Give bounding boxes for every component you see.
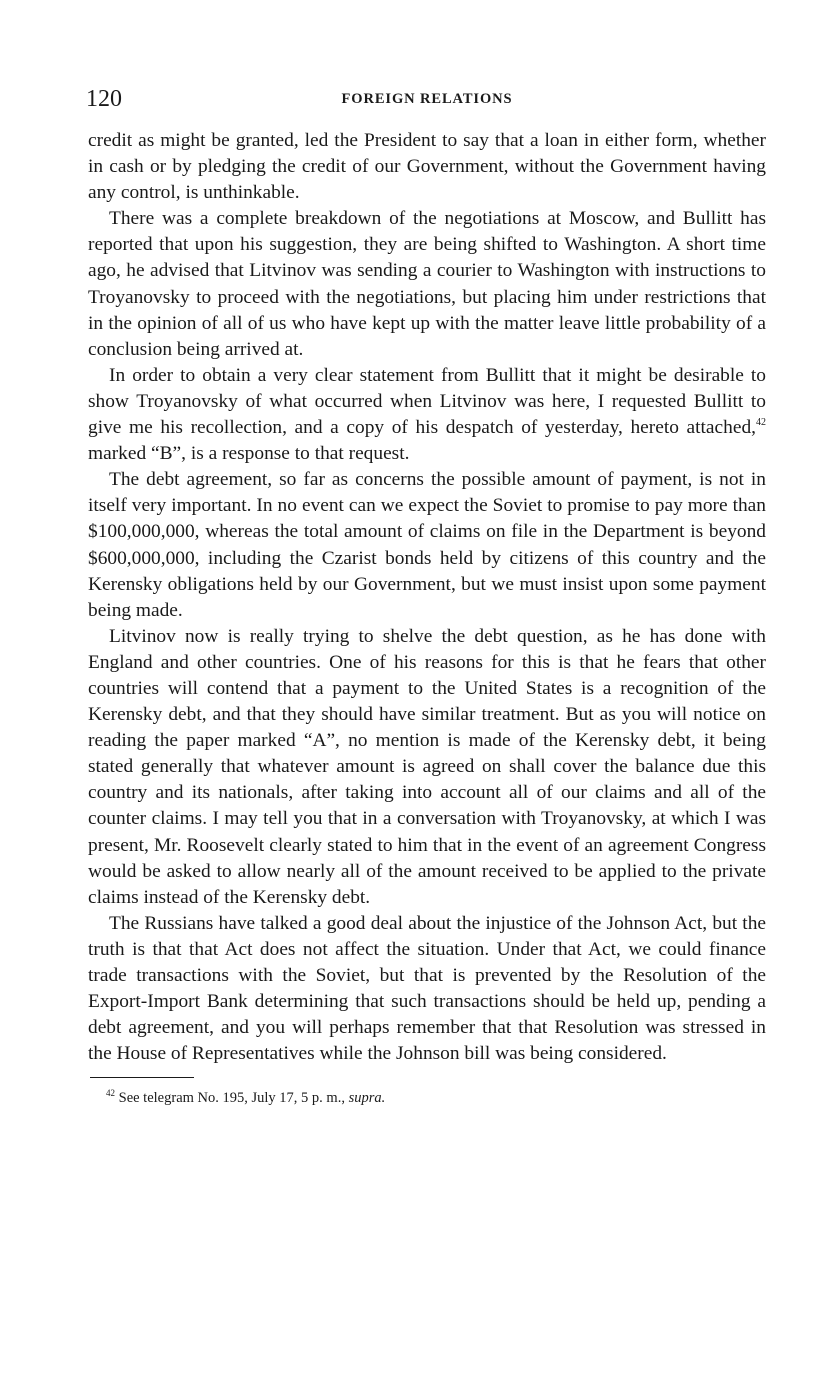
footnote-reference: 42 — [756, 417, 766, 429]
page-number: 120 — [86, 86, 122, 112]
paragraph-2: There was a complete breakdown of the negotiations at Moscow, and Bullitt has reported that upon his suggestion, they are being shifted to Washington. A short time ago, he advised that Litvinov was sending a courier to Washington with instructions to Troyanovsky to proceed with the negotiations, but placing him under restrictions that in the opinion of all of us who have kept up with the matter leave little probability of a conclusion being arrived at. — [88, 208, 766, 360]
footnote-text: See telegram No. 195, July 17, 5 p. m., — [115, 1090, 349, 1107]
paragraph-5: Litvinov now is really trying to shelve the debt question, as he has done with England and other countries. One of his reasons for this is that he fears that other countries will contend that a payment to the United States is a recognition of the Kerensky debt, and that they should have similar treatment. But as you will notice on reading the paper marked “A”, no mention is made of the Kerensky debt, it being stated generally that whatever amount is agreed on shall cover the balance due this country and its nationals, after taking into account all of our claims and all of the counter claims. I may tell you that in a conversation with Troyanovsky, at which I was present, Mr. Roosevelt clearly stated to him that in the event of an agreement Congress would be asked to allow nearly all of the amount received to be applied to the private claims instead of the Kerensky debt. — [88, 625, 766, 908]
footnote-marker: 42 — [106, 1088, 115, 1099]
paragraph-3-text-a: In order to obtain a very clear statement from Bullitt that it might be desirable to show Troyanovsky of what occurred when Litvinov was here, I requested Bullitt to give me his recollection, and a copy of his despatch of yesterday, hereto attached, — [88, 364, 766, 439]
running-head — [88, 84, 766, 114]
paragraph-3 — [88, 363, 766, 467]
footnote-divider — [90, 1077, 194, 1078]
running-title: FOREIGN RELATIONS — [341, 91, 513, 107]
document-page — [88, 84, 766, 1108]
paragraph-1: credit as might be granted, led the President to say that a loan in either form, whether in cash or by pledging the credit of our Government, without the Government having any control, is unthinkable. — [88, 130, 766, 204]
body-text — [88, 128, 766, 1067]
footnote-italic: supra. — [348, 1090, 386, 1107]
paragraph-3-text-b: marked “B”, is a response to that request. — [88, 443, 410, 465]
footnote — [106, 1088, 766, 1108]
paragraph-4: The debt agreement, so far as concerns the possible amount of payment, is not in itself very important. In no event can we expect the Soviet to promise to pay more than $100,000,000, whereas the total amount of claims on file in the Department is beyond $600,000,000, including the Czarist bonds held by citizens of this country and the Kerensky obligations held by our Government, but we must insist upon some payment being made. — [88, 469, 766, 621]
paragraph-6: The Russians have talked a good deal about the injustice of the Johnson Act, but the truth is that that Act does not affect the situation. Under that Act, we could finance trade transactions with the Soviet, but that is prevented by the Resolution of the Export-Import Bank determining that such transactions should be held up, pending a debt agreement, and you will perhaps remember that that Resolution was stressed in the House of Representatives while the Johnson bill was being considered. — [88, 912, 766, 1065]
